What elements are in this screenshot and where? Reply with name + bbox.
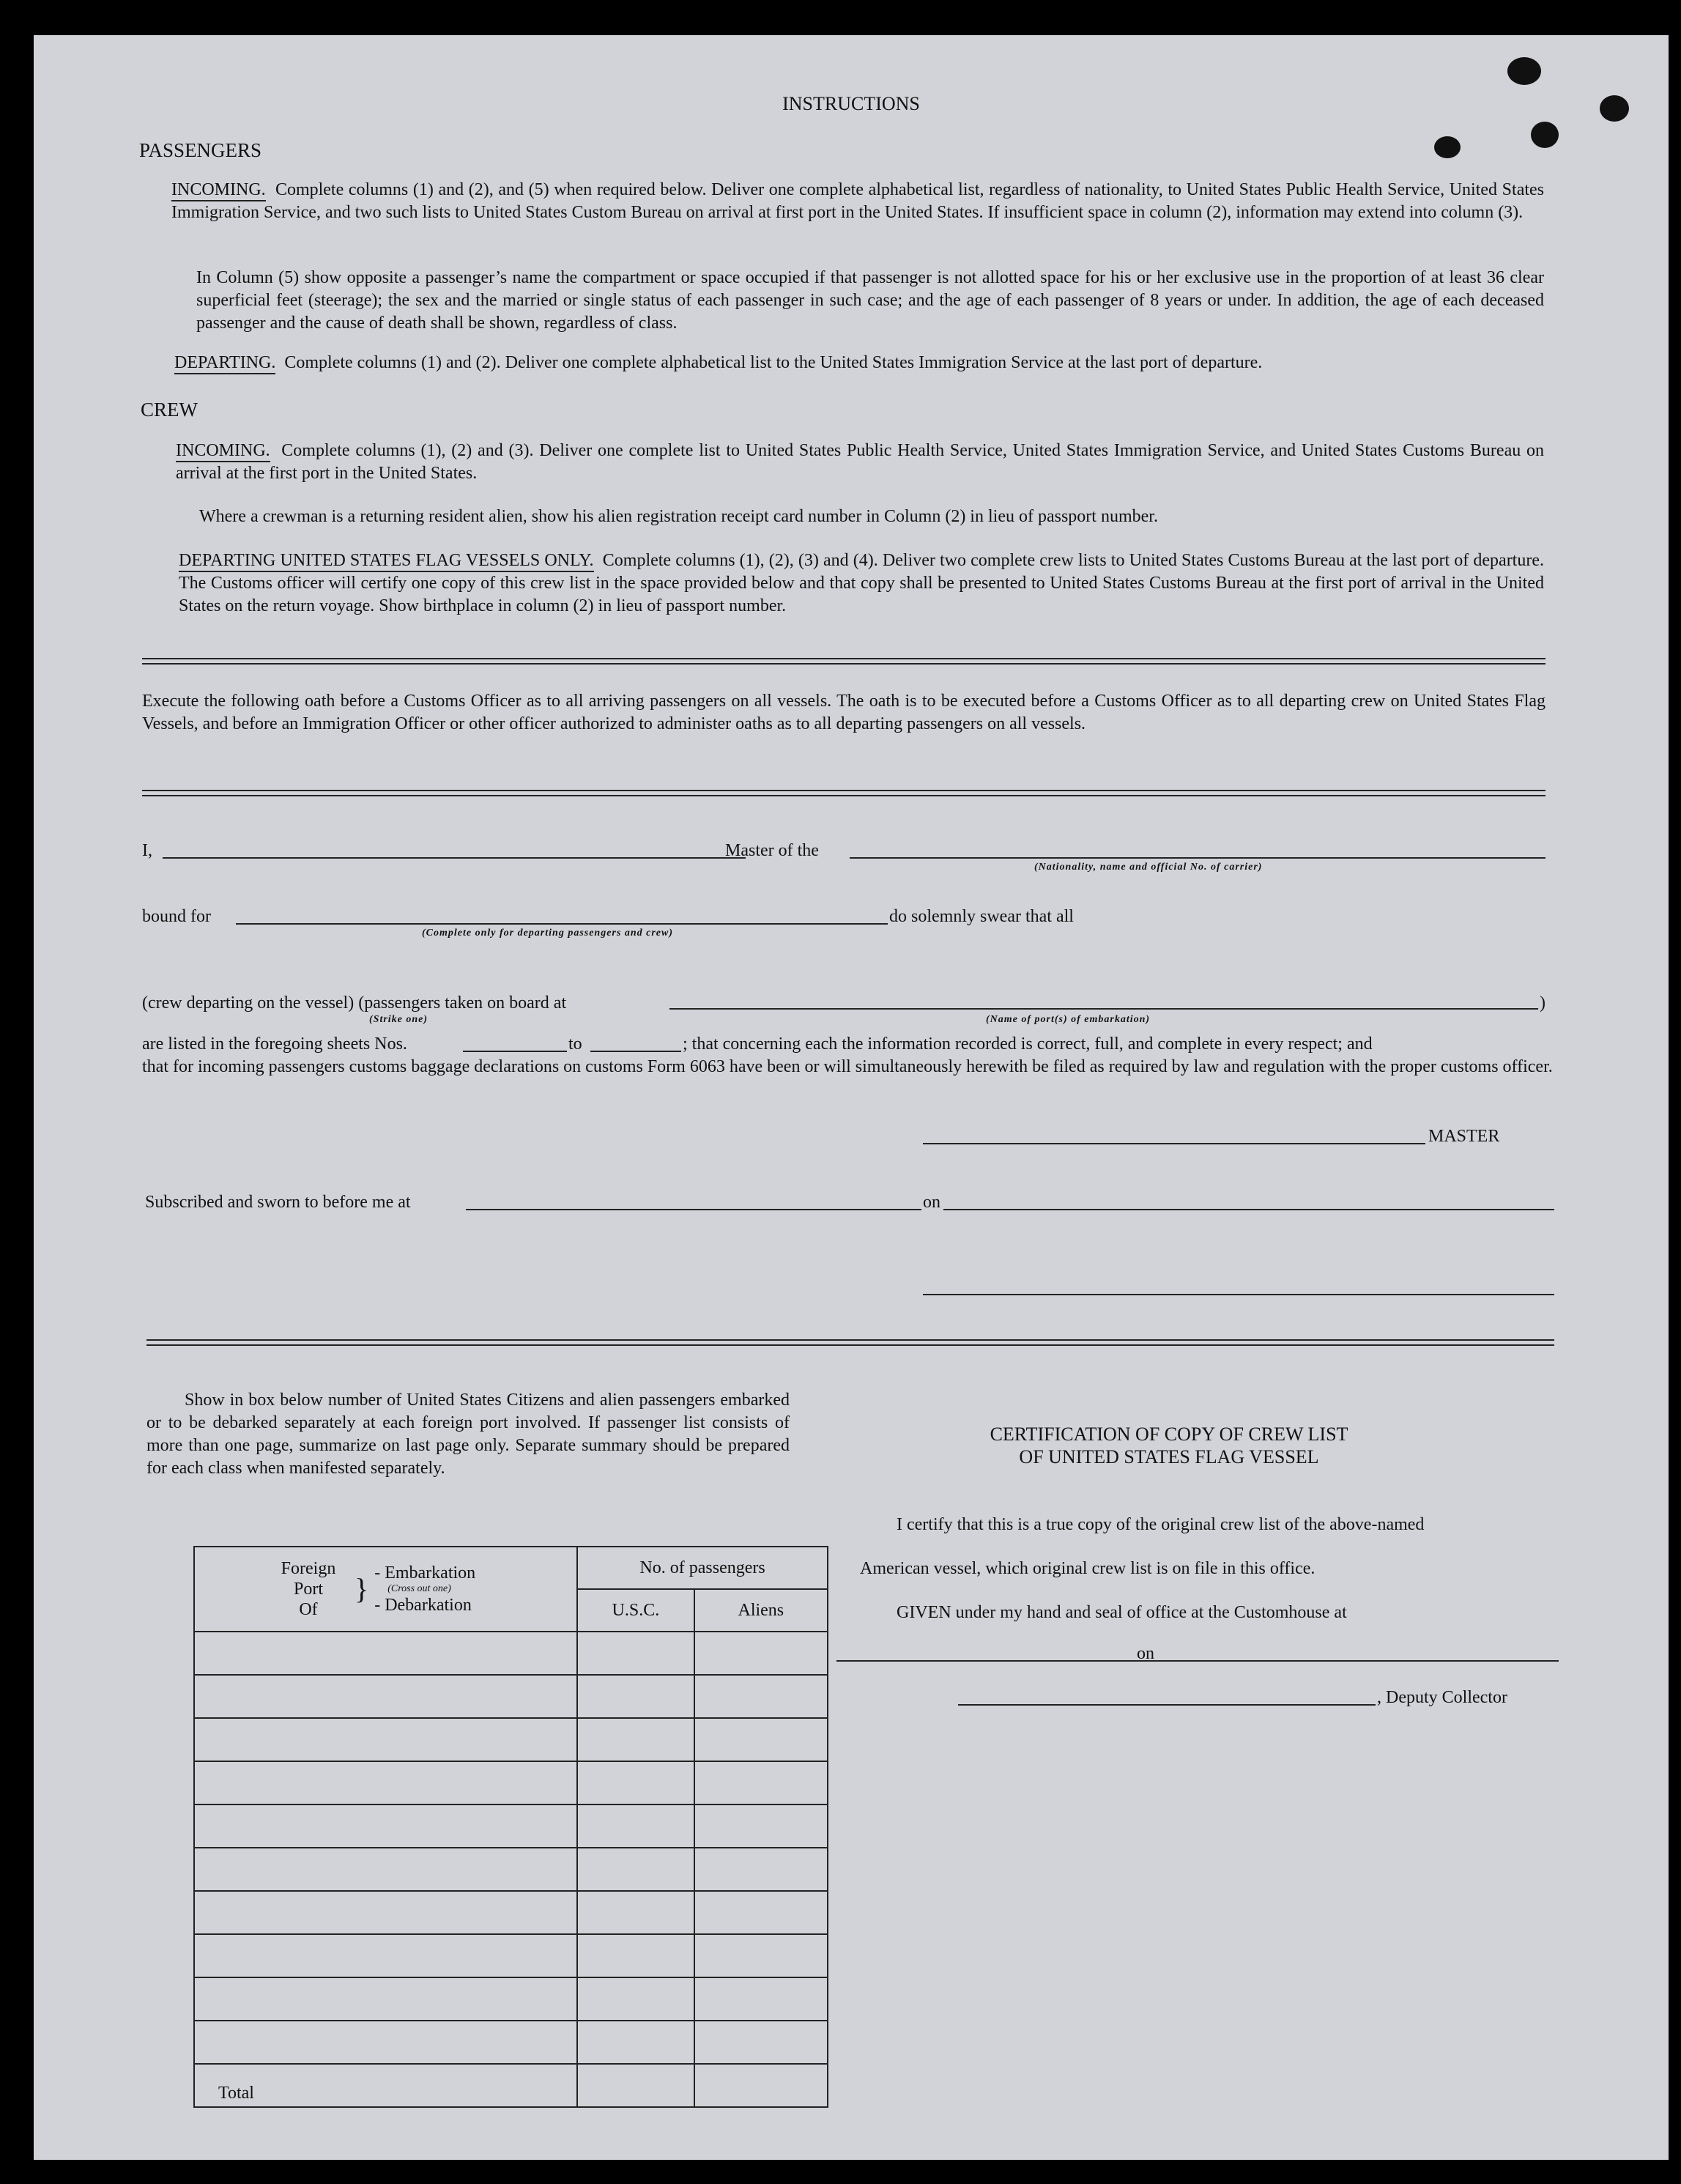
officer-signature-field[interactable] — [923, 1294, 1554, 1295]
certification-date-field[interactable] — [1157, 1660, 1559, 1662]
statement-continued: that for incoming passengers customs baggage declarations on customs Form 6063 have been or will simultaneously herewith be filed as required by law and regulation with the proper customs officer. — [142, 1057, 1553, 1076]
crew-departing-label: DEPARTING UNITED STATES FLAG VESSELS ONLY. — [179, 551, 594, 572]
aliens-cell[interactable] — [694, 1804, 828, 1848]
embarkation-label: - Embarkation — [374, 1563, 476, 1583]
aliens-cell[interactable] — [694, 1761, 828, 1804]
usc-cell[interactable] — [577, 1934, 694, 1977]
usc-total-cell[interactable] — [577, 2064, 694, 2107]
aliens-cell[interactable] — [694, 1848, 828, 1891]
certification-heading — [883, 1423, 1455, 1468]
master-label: MASTER — [1428, 1127, 1500, 1146]
usc-cell[interactable] — [577, 1718, 694, 1761]
usc-cell[interactable] — [577, 1848, 694, 1891]
certification-line2: American vessel, which original crew list is on file in this office. — [860, 1559, 1316, 1578]
hole-mark — [1531, 122, 1559, 148]
port-label: Port — [293, 1580, 323, 1599]
aliens-cell[interactable] — [694, 2021, 828, 2064]
passengers-incoming-label: INCOMING. — [171, 180, 266, 201]
certification-line1: I certify that this is a true copy of the original crew list of the above-named — [897, 1515, 1425, 1534]
customhouse-field[interactable] — [836, 1660, 1168, 1662]
divider — [142, 790, 1545, 796]
port-cell[interactable] — [194, 1977, 577, 2021]
hole-mark — [1507, 57, 1541, 85]
nationality-caption: (Nationality, name and official No. of carrier) — [1034, 862, 1263, 873]
bound-for-label: bound for — [142, 907, 211, 926]
of-label: Of — [299, 1600, 318, 1619]
aliens-cell[interactable] — [694, 1632, 828, 1675]
total-label: Total — [194, 2064, 577, 2107]
certification-heading-line2: OF UNITED STATES FLAG VESSEL — [1019, 1446, 1319, 1467]
crew-departing-paragraph — [179, 549, 1544, 618]
carrier-field[interactable] — [850, 857, 1545, 859]
subscribed-label: Subscribed and sworn to before me at — [145, 1193, 411, 1212]
passengers-incoming-paragraph — [171, 179, 1544, 224]
usc-cell[interactable] — [577, 1675, 694, 1718]
crew-incoming-label: INCOMING. — [176, 441, 270, 462]
swear-label: do solemnly swear that all — [889, 907, 1074, 926]
cross-out-caption: (Cross out one) — [387, 1583, 451, 1594]
crew-incoming-text: Complete columns (1), (2) and (3). Deliver one complete list to United States Public Health Service, United States Immigration Service, and United States Customs Bureau on arrival at the first port in the United States. — [176, 441, 1545, 483]
aliens-cell[interactable] — [694, 1977, 828, 2021]
port-cell[interactable] — [194, 1848, 577, 1891]
port-caption: (Name of port(s) of embarkation) — [986, 1014, 1151, 1025]
deputy-collector-label: , Deputy Collector — [1377, 1688, 1507, 1707]
port-cell[interactable] — [194, 1718, 577, 1761]
strike-caption: (Strike one) — [369, 1014, 428, 1025]
crew-passengers-label: (crew departing on the vessel) (passengers taken on board at — [142, 993, 567, 1013]
usc-cell[interactable] — [577, 2021, 694, 2064]
aliens-cell[interactable] — [694, 1934, 828, 1977]
certification-on-label: on — [1137, 1644, 1154, 1663]
sheet-to-field[interactable] — [590, 1051, 681, 1052]
master-signature-field[interactable] — [923, 1143, 1425, 1144]
oath-i-label: I, — [142, 841, 152, 860]
certification-heading-line1: CERTIFICATION OF COPY OF CREW LIST — [990, 1424, 1348, 1445]
port-cell[interactable] — [194, 1761, 577, 1804]
debarkation-label: - Debarkation — [374, 1596, 472, 1615]
port-cell[interactable] — [194, 1934, 577, 1977]
aliens-header: Aliens — [694, 1589, 828, 1632]
statement-rest: ; that concerning each the information recorded is correct, full, and complete in every respect; and — [683, 1034, 1373, 1054]
aliens-cell[interactable] — [694, 1891, 828, 1934]
port-cell[interactable] — [194, 1675, 577, 1718]
port-cell[interactable] — [194, 1891, 577, 1934]
column5-paragraph: In Column (5) show opposite a passenger’s name the compartment or space occupied if that passenger is not allotted space for his or her exclusive use in the proportion of at least 36 clear superficial feet (steerage); the sex and the married or single status of each passenger in such case; and the age of each passenger of 8 years or under. In addition, the age of each deceased passenger and the cause of death shall be shown, regardless of class. — [196, 268, 1544, 333]
no-of-passengers-header: No. of passengers — [577, 1547, 828, 1589]
bound-caption: (Complete only for departing passengers and crew) — [422, 928, 673, 939]
master-of-label: Master of the — [725, 841, 819, 860]
passengers-departing-paragraph — [174, 352, 1544, 374]
sworn-on-label: on — [923, 1193, 940, 1212]
brace-icon: } — [355, 1572, 369, 1605]
master-name-field[interactable] — [163, 857, 746, 859]
port-cell[interactable] — [194, 1632, 577, 1675]
usc-cell[interactable] — [577, 1632, 694, 1675]
listed-label: are listed in the foregoing sheets Nos. — [142, 1034, 407, 1054]
crew-incoming-paragraph — [176, 440, 1544, 485]
embarkation-port-field[interactable] — [669, 1008, 1538, 1010]
passengers-departing-label: DEPARTING. — [174, 353, 275, 374]
oath-intro: Execute the following oath before a Customs Officer as to all arriving passengers on all vessels. The oath is to be executed before a Customs Officer as to all departing crew on United States Flag Vessels, and before an Immigration Officer or other officer authorized to administer oaths as to all departing passengers on all vessels. — [142, 692, 1545, 733]
foreign-port-header — [194, 1547, 577, 1632]
usc-cell[interactable] — [577, 1804, 694, 1848]
divider — [146, 1339, 1554, 1346]
passengers-heading: PASSENGERS — [139, 139, 262, 161]
page-title: INSTRUCTIONS — [782, 93, 920, 114]
summary-intro: Show in box below number of United States Citizens and alien passengers embarked or to be debarked separately at each foreign port involved. If passenger list consists of more than one page, summarize on last page only. Separate summary should be prepared for each class when manifested separately. — [146, 1391, 790, 1478]
form-page — [34, 35, 1669, 2160]
deputy-collector-signature[interactable] — [958, 1704, 1376, 1706]
passengers-departing-text: Complete columns (1) and (2). Deliver one complete alphabetical list to the United States Immigration Service at the last port of departure. — [284, 353, 1263, 372]
sworn-date-field[interactable] — [943, 1209, 1554, 1210]
divider — [142, 658, 1545, 665]
passenger-summary-table — [193, 1546, 828, 2108]
bound-for-field[interactable] — [236, 923, 888, 925]
sheet-from-field[interactable] — [463, 1051, 567, 1052]
hole-mark — [1434, 136, 1461, 158]
aliens-cell[interactable] — [694, 1718, 828, 1761]
foreign-label: Foreign — [281, 1559, 336, 1578]
crew-departing-text: Complete columns (1), (2), (3) and (4). Deliver two complete crew lists to United States Customs Bureau at the last port of departure. The Customs officer will certify one copy of this crew list in the space provided below and that copy shall be presented to United States Customs Bureau at the first port of arrival in the United States on the return voyage. Show birthplace in column (2) in lieu of passport number. — [179, 551, 1544, 615]
close-paren: ) — [1540, 993, 1545, 1013]
sworn-place-field[interactable] — [466, 1209, 921, 1210]
to-label: to — [568, 1034, 582, 1054]
passengers-incoming-text: Complete columns (1) and (2), and (5) when required below. Deliver one complete alphabetical list, regardless of nationality, to United States Public Health Service, United States Immigration Service, and two such lists to United States Custom Bureau on arrival at first port in the United States. If insufficient space in column (2), information may extend into column (3). — [171, 180, 1545, 222]
crew-heading: CREW — [141, 399, 198, 421]
aliens-total-cell[interactable] — [694, 2064, 828, 2107]
port-cell[interactable] — [194, 1804, 577, 1848]
usc-header: U.S.C. — [577, 1589, 694, 1632]
certification-line3: GIVEN under my hand and seal of office at the Customhouse at — [897, 1603, 1347, 1622]
usc-cell[interactable] — [577, 1891, 694, 1934]
crew-resident-paragraph: Where a crewman is a returning resident alien, show his alien registration receipt card number in Column (2) in lieu of passport number. — [199, 507, 1158, 526]
usc-cell[interactable] — [577, 1761, 694, 1804]
aliens-cell[interactable] — [694, 1675, 828, 1718]
port-cell[interactable] — [194, 2021, 577, 2064]
usc-cell[interactable] — [577, 1977, 694, 2021]
